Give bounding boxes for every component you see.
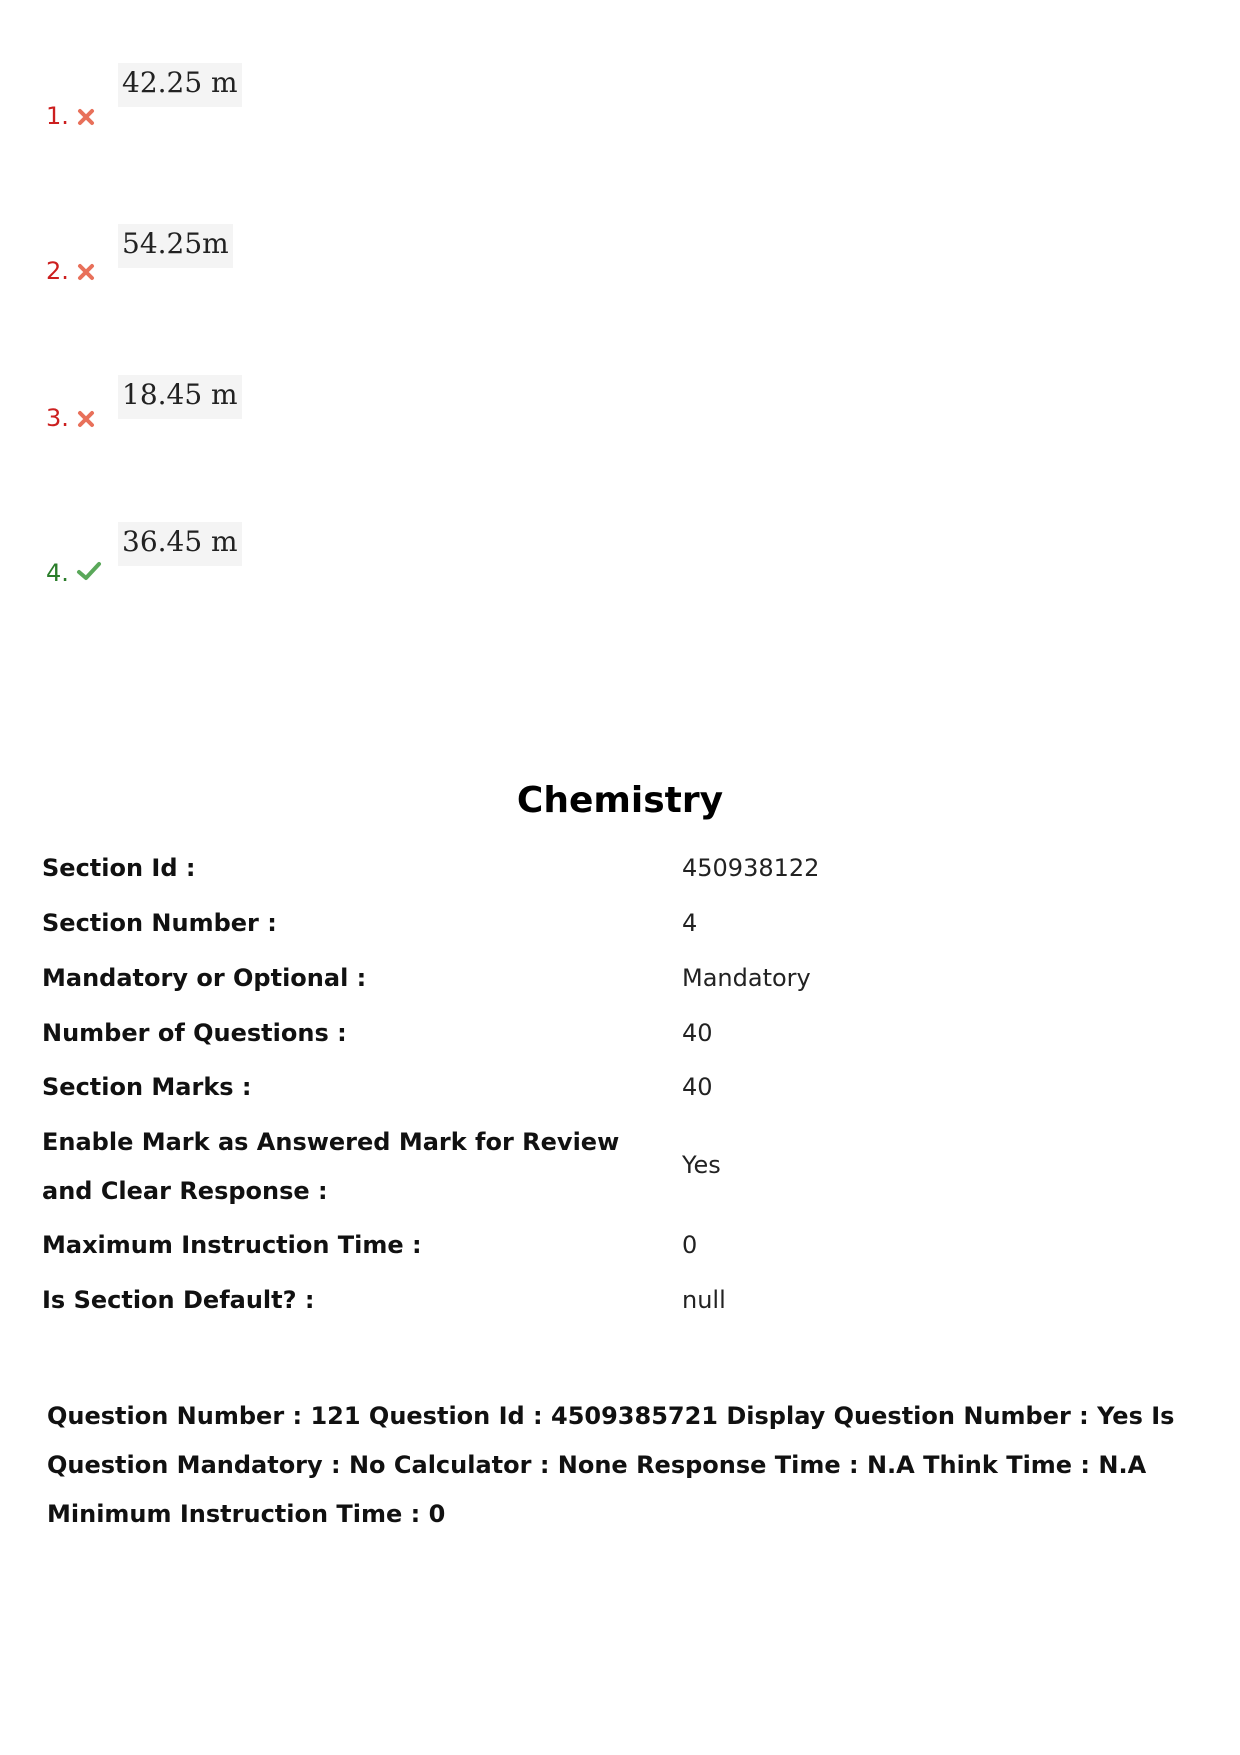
answer-option-1 bbox=[0, 60, 600, 150]
number-of-questions-value: 40 bbox=[682, 1019, 713, 1047]
section-number-label: Section Number : bbox=[42, 909, 277, 937]
section-marks-label: Section Marks : bbox=[42, 1073, 252, 1101]
max-instruction-time-value: 0 bbox=[682, 1231, 698, 1259]
option-answer-image: 54.25m bbox=[118, 224, 233, 268]
option-number: 3. bbox=[46, 404, 69, 432]
section-marks-value: 40 bbox=[682, 1073, 713, 1101]
option-number: 1. bbox=[46, 102, 69, 130]
number-of-questions-label: Number of Questions : bbox=[42, 1019, 347, 1047]
is-section-default-value: null bbox=[682, 1286, 726, 1314]
option-answer-image: 18.45 m bbox=[118, 375, 242, 419]
option-number: 2. bbox=[46, 257, 69, 285]
option-answer-image: 42.25 m bbox=[118, 63, 242, 107]
cross-icon bbox=[76, 107, 96, 127]
section-id-value: 450938122 bbox=[682, 854, 820, 882]
section-title: Chemistry bbox=[516, 780, 724, 821]
enable-mark-answered-value: Yes bbox=[682, 1151, 721, 1179]
check-icon bbox=[76, 560, 102, 582]
question-metadata: Question Number : 121 Question Id : 4509385721 Display Question Number : Yes Is Question Mandatory : No Calculator : None Response Time : N.A Think Time : N.A Minimum Instruction Time : 0 bbox=[47, 1402, 1175, 1528]
cross-icon bbox=[76, 409, 96, 429]
answer-option-2 bbox=[0, 215, 600, 305]
option-number: 4. bbox=[46, 559, 69, 587]
mandatory-optional-value: Mandatory bbox=[682, 964, 811, 992]
answer-option-3 bbox=[0, 362, 600, 452]
is-section-default-label: Is Section Default? : bbox=[42, 1286, 315, 1314]
option-answer-image: 36.45 m bbox=[118, 522, 242, 566]
section-id-label: Section Id : bbox=[42, 854, 196, 882]
enable-mark-answered-label: Enable Mark as Answered Mark for Review and Clear Response : bbox=[42, 1128, 620, 1205]
mandatory-optional-label: Mandatory or Optional : bbox=[42, 964, 367, 992]
answer-option-4 bbox=[0, 516, 600, 606]
section-number-value: 4 bbox=[682, 909, 698, 937]
cross-icon bbox=[76, 262, 96, 282]
max-instruction-time-label: Maximum Instruction Time : bbox=[42, 1231, 422, 1259]
